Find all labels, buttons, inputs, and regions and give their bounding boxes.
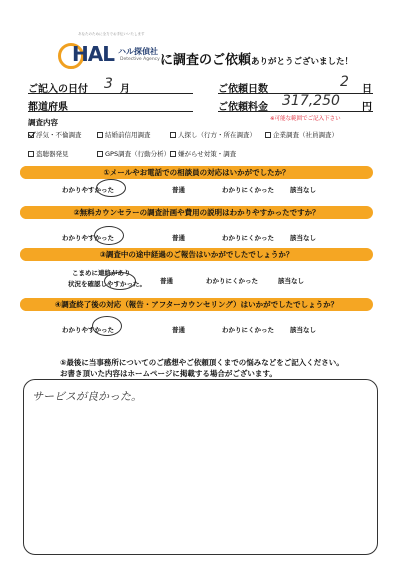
fee-value[interactable]: 317,250 [282, 93, 340, 109]
days-value[interactable]: 2 [340, 74, 349, 90]
checkbox-gps[interactable] [97, 149, 170, 158]
question-1-text: ①メールやお電話での相談員の対応はいかがでしたか？ [103, 168, 290, 177]
logo-subtitle: Detective Agency [120, 57, 160, 62]
checkbox-label: 企業調査（社員調査） [273, 131, 338, 139]
checkbox-box[interactable] [28, 151, 34, 157]
question-5-line-1: ⑤最後に当事務所についてのご感想やご依頼頂くまでの悩みなどをご記入ください。 [60, 358, 344, 367]
q4-option-normal[interactable]: 普通 [172, 326, 185, 334]
question-2-text: ②無料カウンセラーの調査計画や費用の説明はわかりやすかったですか？ [73, 208, 320, 217]
question-3-bar [20, 248, 373, 261]
days-label: ご依頼日数 [218, 84, 268, 95]
checkbox-box[interactable] [265, 132, 271, 138]
fee-label: ご依頼料金 [218, 102, 268, 113]
checkbox-infidelity[interactable] [28, 130, 82, 139]
fee-note: ※可能な範囲でご記入下さい [270, 116, 341, 122]
checkbox-label: 嫌がらせ対策・調査 [178, 150, 237, 158]
question-4-text: ④調査終了後の対応（報告・アフターカウンセリング）はいかがでしたでしょうか？ [54, 300, 339, 309]
q1-option-clear[interactable]: わかりやすかった [62, 186, 114, 194]
checkbox-label: GPS調査（行動分析） [105, 150, 171, 158]
logo-tagline: あなたのために全力でお手伝いいたします [78, 32, 145, 36]
q4-option-clear[interactable]: わかりやすかった [62, 326, 114, 334]
prefecture-label: 都道府県 [28, 102, 68, 113]
date-label: ご記入の日付 [28, 84, 88, 95]
question-2-bar [20, 206, 373, 219]
q4-option-na[interactable]: 該当なし [290, 326, 316, 334]
checkbox-premarital[interactable] [97, 130, 151, 139]
question-3-text: ③調査中の途中経過のご報告はいかがでしたでしょうか？ [99, 250, 294, 259]
date-underline [28, 93, 193, 94]
checkbox-box[interactable] [97, 151, 103, 157]
logo-mark: HAL [72, 42, 114, 66]
prefecture-underline [28, 111, 193, 112]
q1-selected-circle [96, 179, 126, 197]
fee-underline [218, 111, 373, 112]
question-5-prompt [60, 357, 344, 379]
question-4-bar [20, 298, 373, 311]
q1-option-normal[interactable]: 普通 [172, 186, 185, 194]
q4-selected-circle [92, 316, 122, 336]
question-5-line-2: お書き頂いた内容はホームページに掲載する場合がございます。 [60, 369, 277, 378]
fee-unit: 円 [362, 102, 372, 113]
checkbox-box[interactable] [97, 132, 103, 138]
q4-option-unclear[interactable]: わかりにくかった [222, 326, 274, 334]
q2-option-clear[interactable]: わかりやすかった [62, 234, 114, 242]
days-unit: 日 [362, 84, 372, 95]
q3-option-normal[interactable]: 普通 [160, 277, 173, 285]
logo-name: ハル探偵社 [118, 47, 158, 56]
q3-option-frequent[interactable]: こまめに連絡があり [72, 269, 131, 277]
question-1-bar [20, 166, 373, 179]
comment-box[interactable] [23, 379, 378, 555]
checkbox-corporate[interactable] [265, 130, 338, 139]
q1-option-unclear[interactable]: わかりにくかった [222, 186, 274, 194]
q3-option-unclear[interactable]: わかりにくかった [206, 277, 258, 285]
headline-small: ありがとうございました！ [251, 57, 354, 67]
q2-selected-circle [94, 226, 124, 245]
company-logo [58, 32, 168, 72]
checkbox-label: 浮気・不倫調査 [36, 131, 82, 139]
q2-option-na[interactable]: 該当なし [290, 234, 316, 242]
q2-option-normal[interactable]: 普通 [172, 234, 185, 242]
checkbox-harassment[interactable] [170, 149, 236, 158]
checkbox-box[interactable] [170, 132, 176, 138]
checkbox-bug-detection[interactable] [28, 149, 69, 158]
checkbox-box[interactable] [170, 151, 176, 157]
q2-option-unclear[interactable]: わかりにくかった [222, 234, 274, 242]
checkbox-label: 盗聴器発見 [36, 150, 69, 158]
survey-label: 調査内容 [28, 118, 58, 127]
checkbox-box[interactable] [28, 132, 34, 138]
month-unit: 月 [120, 84, 130, 95]
q3-option-easy-check[interactable]: 状況を確認しやすかった。 [68, 280, 146, 288]
q3-selected-circle [104, 272, 136, 290]
q3-option-na[interactable]: 該当なし [278, 277, 304, 285]
checkbox-label: 人探し（行方・所在調査） [178, 131, 256, 139]
q1-option-na[interactable]: 該当なし [290, 186, 316, 194]
headline-main: に調査のご依頼 [160, 53, 252, 68]
checkbox-person-search[interactable] [170, 130, 256, 139]
date-value[interactable]: 3 [104, 76, 113, 92]
comment-text[interactable]: サービスが良かった。 [32, 390, 142, 403]
checkbox-label: 結婚前信用調査 [105, 131, 151, 139]
page-headline [160, 49, 353, 68]
